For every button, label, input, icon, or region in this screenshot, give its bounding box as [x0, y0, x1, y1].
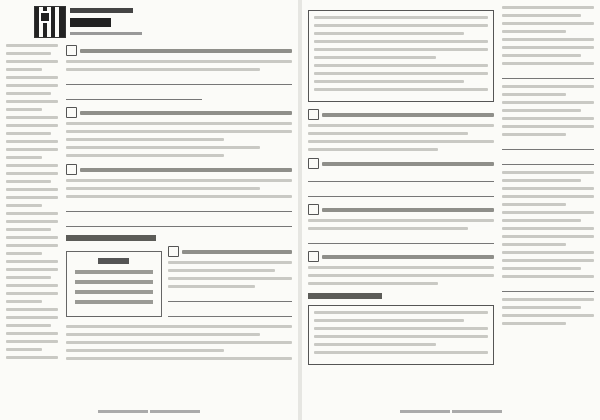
qr-code-icon — [34, 6, 66, 38]
checkbox[interactable] — [66, 164, 77, 175]
answer-line[interactable] — [66, 76, 292, 85]
right-page — [302, 0, 600, 420]
section-heading — [66, 235, 156, 241]
answer-line[interactable] — [168, 293, 292, 302]
right-column-b — [502, 6, 594, 402]
answer-line[interactable] — [168, 308, 292, 317]
answer-line[interactable] — [502, 70, 594, 79]
left-column-b — [66, 6, 292, 402]
left-page — [0, 0, 299, 420]
question-block — [308, 205, 494, 244]
right-column-a — [308, 6, 494, 402]
question-block — [308, 159, 494, 197]
answer-line[interactable] — [502, 283, 594, 292]
answer-line[interactable] — [66, 218, 292, 227]
answer-line[interactable] — [502, 141, 594, 150]
checkbox[interactable] — [66, 45, 77, 56]
left-column-a — [6, 44, 58, 402]
question-block — [308, 252, 494, 285]
answer-line[interactable] — [308, 173, 494, 182]
checkbox[interactable] — [308, 109, 319, 120]
section-heading — [308, 293, 382, 299]
answer-line[interactable] — [308, 235, 494, 244]
reading-passage — [308, 305, 494, 365]
checkbox[interactable] — [308, 251, 319, 262]
answer-line[interactable] — [66, 91, 202, 100]
question-block — [66, 108, 292, 157]
answer-line[interactable] — [502, 156, 594, 165]
answer-line[interactable] — [308, 188, 494, 197]
checkbox[interactable] — [308, 158, 319, 169]
checkbox[interactable] — [168, 246, 179, 257]
poem-box — [66, 251, 162, 317]
checkbox[interactable] — [66, 107, 77, 118]
poem-title — [98, 258, 129, 264]
answer-line[interactable] — [66, 203, 292, 212]
checkbox[interactable] — [308, 204, 319, 215]
question-block — [308, 110, 494, 151]
page-footer — [0, 408, 298, 416]
reading-passage — [308, 10, 494, 102]
page-footer — [302, 408, 600, 416]
question-block — [66, 165, 292, 227]
question-block — [66, 46, 292, 100]
